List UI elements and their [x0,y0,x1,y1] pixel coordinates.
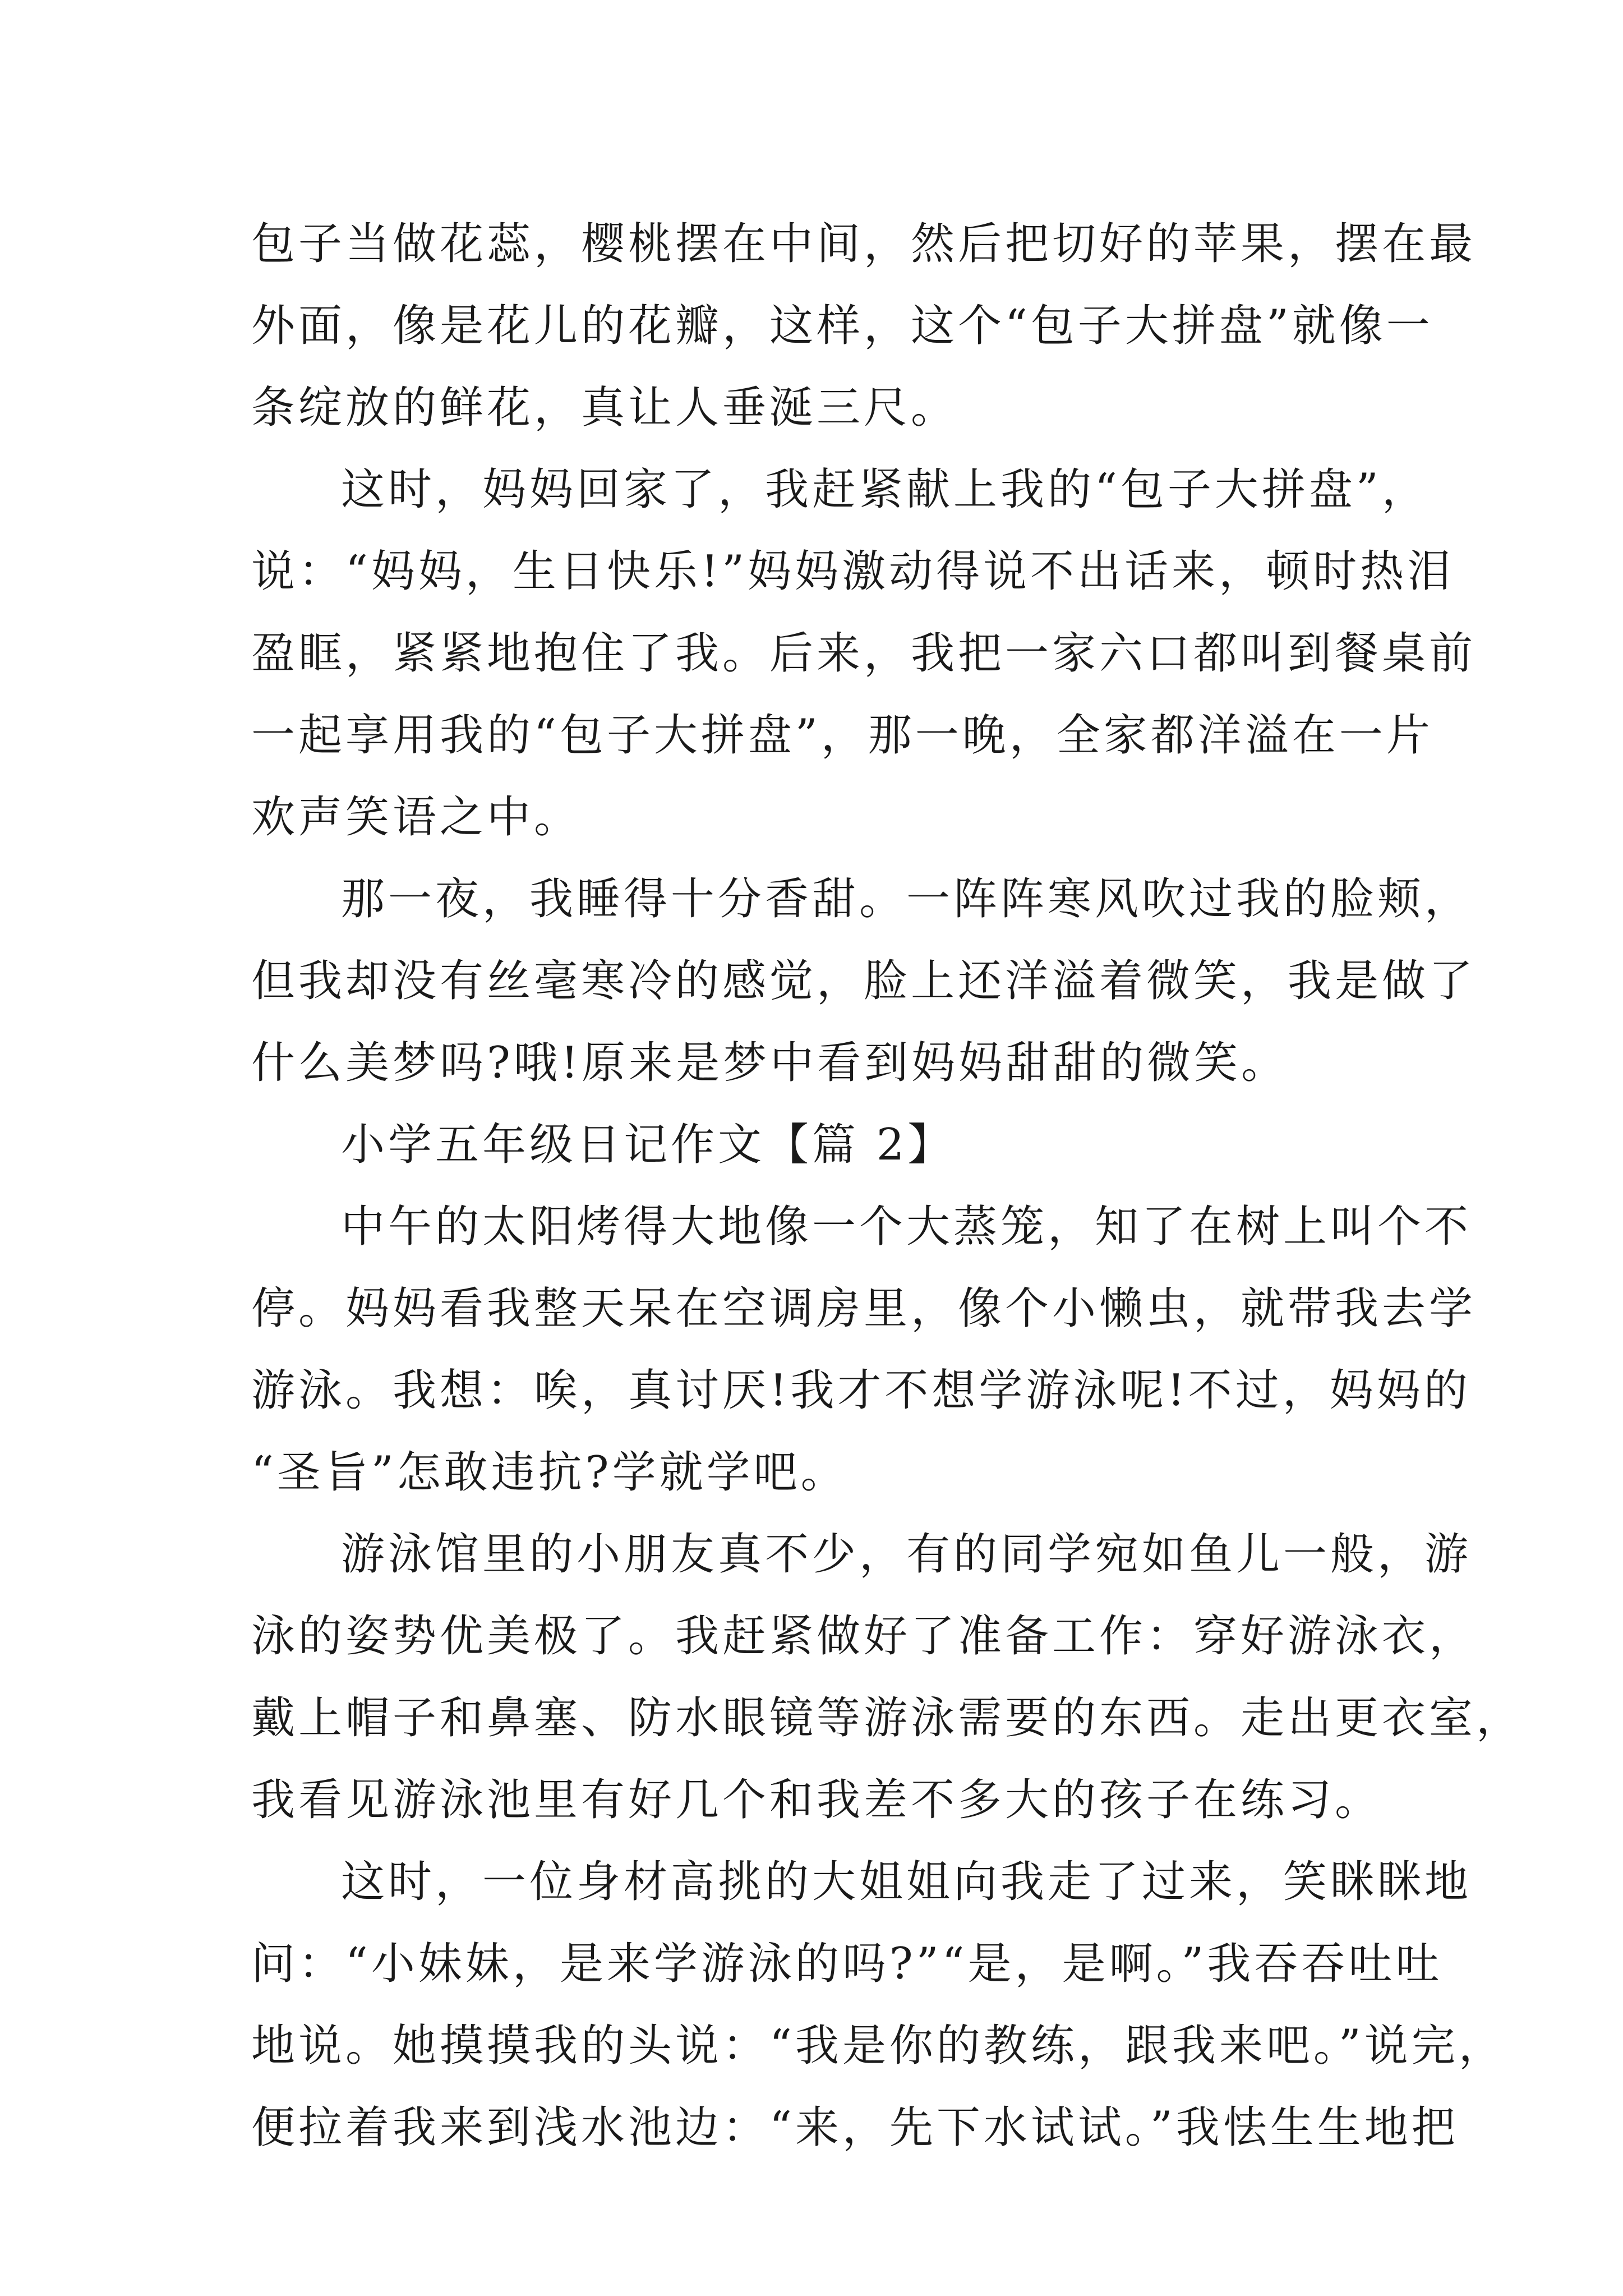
text-line: 外面，像是花儿的花瓣，这样，这个“包子大拼盘”就像一 [251,301,1433,351]
text-line: 说：“妈妈，生日快乐!”妈妈激动得说不出话来，顿时热泪 [251,546,1455,597]
text-line: 这时，一位身材高挑的大姐姐向我走了过来，笑眯眯地 [341,1857,1472,1907]
text-line: 但我却没有丝毫寒冷的感觉，脸上还洋溢着微笑，我是做了 [251,956,1477,1006]
text-line: 那一夜，我睡得十分香甜。一阵阵寒风吹过我的脸颊， [341,874,1472,924]
text-line: 问：“小妹妹，是来学游泳的吗?”“是，是啊。”我吞吞吐吐 [251,1939,1443,1989]
text-line: 戴上帽子和鼻塞、防水眼镜等游泳需要的东西。走出更衣室， [251,1693,1524,1743]
text-line: “圣旨”怎敢违抗?学就学吧。 [251,1447,848,1498]
text-line: 游泳。我想：唉，真讨厌!我才不想学游泳呢!不过，妈妈的 [251,1365,1471,1416]
text-line: 一起享用我的“包子大拼盘”，那一晚，全家都洋溢在一片 [251,710,1433,761]
text-line: 我看见游泳池里有好几个和我差不多大的孩子在练习。 [251,1775,1382,1825]
text-line: 条绽放的鲜花，真让人垂涎三尺。 [251,383,958,433]
text-line: 中午的太阳烤得大地像一个大蒸笼，知了在树上叫个不 [341,1202,1472,1252]
text-line: 盈眶，紧紧地抱住了我。后来，我把一家六口都叫到餐桌前 [251,628,1477,679]
text-line: 地说。她摸摸我的头说：“我是你的教练，跟我来吧。”说完， [251,2021,1506,2071]
document-body [251,203,1524,2169]
text-line: 停。妈妈看我整天呆在空调房里，像个小懒虫，就带我去学 [251,1283,1477,1334]
text-line: 泳的姿势优美极了。我赶紧做好了准备工作：穿好游泳衣， [251,1611,1477,1662]
text-line: 欢声笑语之中。 [251,792,582,843]
text-line: 包子当做花蕊，樱桃摆在中间，然后把切好的苹果，摆在最 [251,219,1477,269]
section-heading: 小学五年级日记作文【篇 2】 [341,1120,955,1170]
text-line: 什么美梦吗?哦!原来是梦中看到妈妈甜甜的微笑。 [251,1038,1289,1088]
text-line: 这时，妈妈回家了，我赶紧献上我的“包子大拼盘”， [341,464,1429,515]
text-line: 游泳馆里的小朋友真不少，有的同学宛如鱼儿一般，游 [341,1529,1472,1580]
text-line: 便拉着我来到浅水池边：“来，先下水试试。”我怯生生地把 [251,2102,1459,2153]
